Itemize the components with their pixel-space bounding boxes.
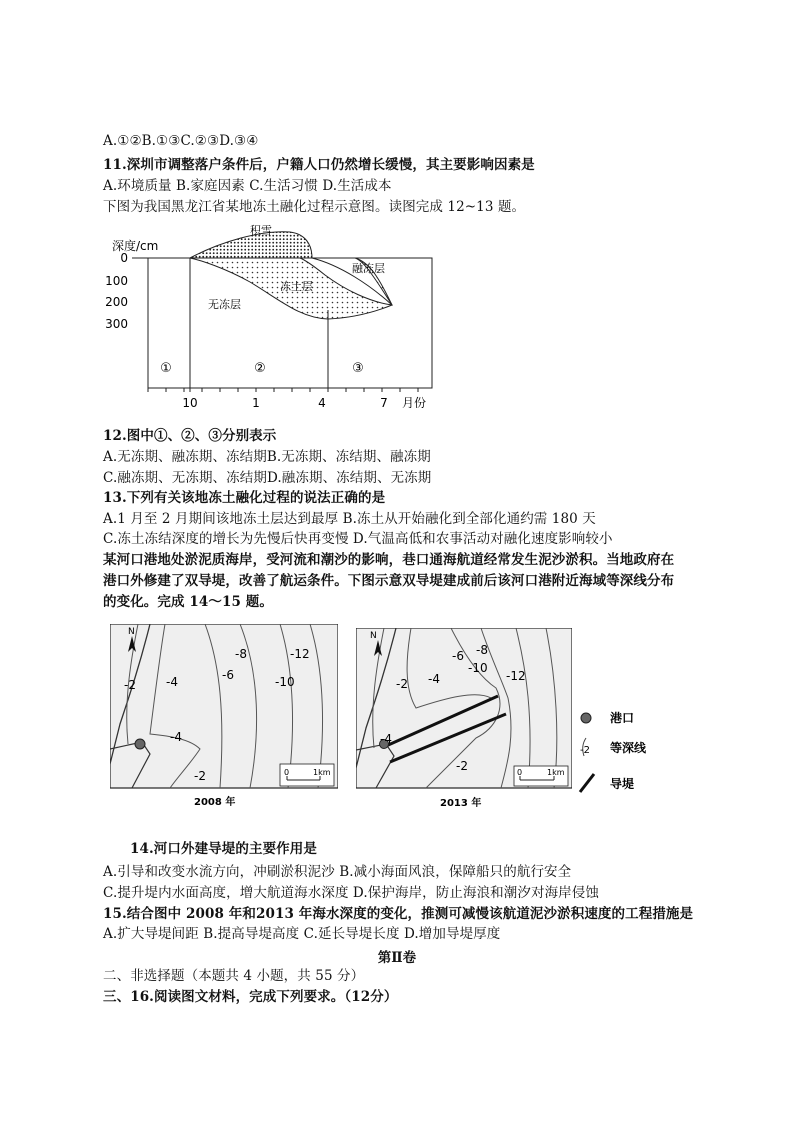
x-tick: 4 xyxy=(318,396,326,410)
x-axis-label: 月份 xyxy=(402,396,427,410)
legend-port-label: 港口 xyxy=(610,711,635,725)
unfrozen-layer-label: 无冻层 xyxy=(208,298,241,311)
isobath-map-2013 xyxy=(356,628,572,814)
contour-label: -2 xyxy=(194,769,206,783)
north-label: N xyxy=(128,627,135,637)
y-tick: 0 xyxy=(120,251,128,265)
legend-isobath-sample: -2 xyxy=(580,745,590,756)
q14-stem: 14.河口外建导堤的主要作用是 xyxy=(130,841,317,857)
contour-label: -4 xyxy=(380,732,392,746)
q16-stem: 三、16.阅读图文材料，完成下列要求。（12分） xyxy=(103,989,398,1005)
section-title: 第Ⅱ卷 xyxy=(377,950,417,966)
q13-stem: 13.下列有关该地冻土融化过程的说法正确的是 xyxy=(103,490,386,506)
map-2008-year: 2008 年 xyxy=(194,797,236,808)
period-2: ② xyxy=(254,361,266,376)
q14-options-ab: A.引导和改变水流方向，冲刷淤积泥沙 B.减小海面风浪，保障船只的航行安全 xyxy=(103,864,572,880)
q11-options: A.环境质量 B.家庭因素 C.生活习惯 D.生活成本 xyxy=(103,178,392,194)
contour-label: -10 xyxy=(275,675,295,689)
isobath-map-2008 xyxy=(110,624,338,810)
map-2013-year: 2013 年 xyxy=(440,798,482,809)
scale-unit: 1km xyxy=(547,768,565,777)
contour-label: -6 xyxy=(452,649,464,663)
q13-options-ab: A.1 月至 2 月期间该地冻土层达到最厚 B.冻土从开始融化到全部化通约需 180 天 xyxy=(103,511,596,527)
map-legend xyxy=(572,700,672,800)
contour-label: -8 xyxy=(476,643,488,657)
snow-label: 积雪 xyxy=(250,224,272,237)
q10-options: A.①②B.①③C.②③D.③④ xyxy=(103,133,259,149)
contour-label: -12 xyxy=(290,647,310,661)
period-3: ③ xyxy=(352,361,364,376)
y-tick: 300 xyxy=(105,317,128,331)
contour-label: -4 xyxy=(428,672,440,686)
contour-label: -8 xyxy=(235,647,247,661)
contour-label: -2 xyxy=(456,759,468,773)
q13-options-cd: C.冻土冻结深度的增长为先慢后快再变慢 D.气温高低和农事活动对融化速度影响较小 xyxy=(103,531,613,547)
q15-stem: 15.结合图中 2008 年和2013 年海水深度的变化，推测可减慢该航道泥沙淤积速度的工程措施是 xyxy=(103,906,694,922)
para2-line2: 港口外修建了双导堤，改善了航运条件。下图示意双导堤建成前后该河口港附近海域等深线分布 xyxy=(103,573,675,589)
period-1: ① xyxy=(160,361,172,376)
para2-line3: 的变化。完成 14～15 题。 xyxy=(103,594,273,610)
contour-label: -12 xyxy=(506,669,526,683)
q12-stem: 12.图中①、②、③分别表示 xyxy=(103,428,277,444)
y-axis-label: 深度/cm xyxy=(112,239,159,253)
part2-heading: 二、非选择题（本题共 4 小题，共 55 分） xyxy=(103,968,365,984)
legend-jetty-label: 导堤 xyxy=(610,777,635,791)
scale-unit: 1km xyxy=(313,768,331,777)
legend-isobath-label: 等深线 xyxy=(610,741,647,755)
contour-label: -4 xyxy=(170,730,182,744)
thaw-layer-label: 融冻层 xyxy=(352,262,385,275)
frozen-layer-label: 冻土层 xyxy=(280,280,313,293)
fig1-intro: 下图为我国黑龙江省某地冻土融化过程示意图。读图完成 12~13 题。 xyxy=(103,199,526,215)
q14-options-cd: C.提升堤内水面高度，增大航道海水深度 D.保护海岸，防止海浪和潮汐对海岸侵蚀 xyxy=(103,885,599,901)
contour-label: -10 xyxy=(468,661,488,675)
legend-port-icon xyxy=(581,713,591,723)
y-tick: 100 xyxy=(105,274,128,288)
contour-label: -2 xyxy=(396,677,408,691)
legend-jetty-icon xyxy=(580,774,594,792)
y-tick: 200 xyxy=(105,295,128,309)
q12-options-ab: A.无冻期、融冻期、冻结期B.无冻期、冻结期、融冻期 xyxy=(103,449,431,465)
para2-line1: 某河口港地处淤泥质海岸，受河流和潮沙的影响，巷口通海航道经常发生泥沙淤积。当地政府在 xyxy=(103,552,675,568)
port-marker xyxy=(135,739,145,749)
q12-options-cd: C.融冻期、无冻期、冻结期D.融冻期、冻结期、无冻期 xyxy=(103,470,432,486)
contour-label: -2 xyxy=(124,678,136,692)
x-tick: 1 xyxy=(252,396,260,410)
q15-options: A.扩大导堤间距 B.提高导堤高度 C.延长导堤长度 D.增加导堤厚度 xyxy=(103,926,501,942)
x-tick: 7 xyxy=(380,396,388,410)
frozen-soil-diagram xyxy=(100,220,440,416)
scale-zero: 0 xyxy=(517,768,523,777)
x-tick: 10 xyxy=(182,396,198,410)
north-label: N xyxy=(370,631,377,641)
q11-stem: 11.深圳市调整落户条件后，户籍人口仍然增长缓慢，其主要影响因素是 xyxy=(103,157,535,173)
contour-label: -6 xyxy=(222,668,234,682)
scale-zero: 0 xyxy=(284,768,290,777)
contour-label: -4 xyxy=(166,675,178,689)
